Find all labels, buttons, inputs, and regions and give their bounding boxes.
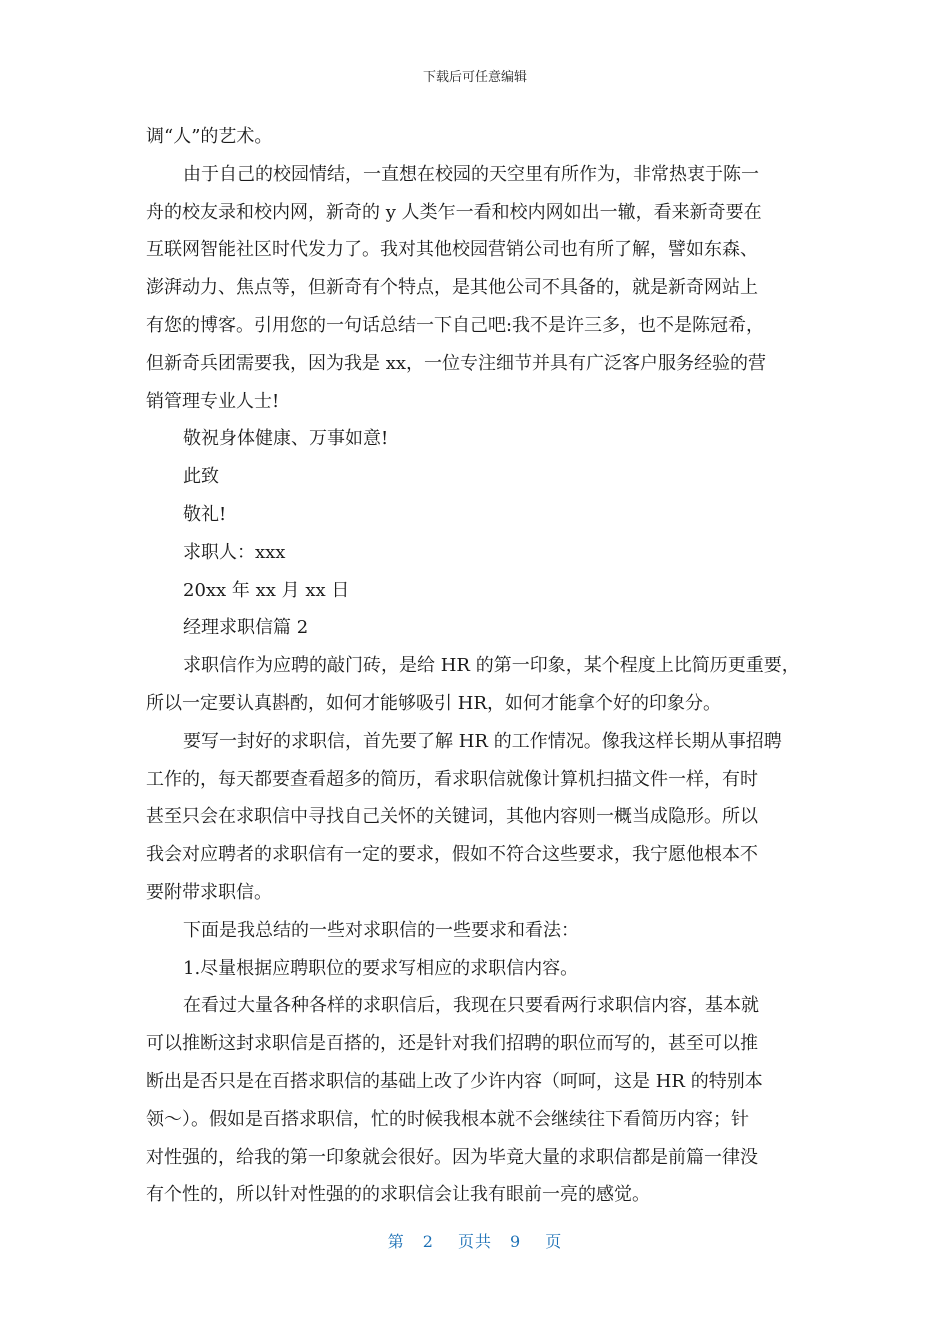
text-line: 经理求职信篇 2 — [183, 617, 309, 639]
text-line: 但新奇兵团需要我，因为我是 xx，一位专注细节并具有广泛客户服务经验的营 — [146, 352, 767, 374]
text-line: 20xx 年 xx 月 xx 日 — [183, 579, 350, 601]
text-line: 我会对应聘者的求职信有一定的要求，假如不符合这些要求，我宁愿他根本不 — [146, 844, 758, 866]
text-line: 敬礼! — [183, 503, 227, 525]
footer-total-pages: 9 — [510, 1232, 522, 1251]
text-line: 求职人：xxx — [183, 541, 286, 563]
text-line: 对性强的，给我的第一印象就会很好。因为毕竟大量的求职信都是前篇一律没 — [146, 1146, 758, 1168]
text-line: 澎湃动力、焦点等，但新奇有个特点，是其他公司不具备的，就是新奇网站上 — [146, 277, 758, 299]
text-line: 调“人”的艺术。 — [146, 126, 273, 147]
text-line: 有您的博客。引用您的一句话总结一下自己吧:我不是许三多，也不是陈冠希， — [146, 314, 765, 336]
text-line: 在看过大量各种各样的求职信后，我现在只要看两行求职信内容，基本就 — [183, 995, 759, 1017]
text-line: 下面是我总结的一些对求职信的一些要求和看法： — [183, 919, 579, 941]
text-line: 断出是否只是在百搭求职信的基础上改了少许内容（呵呵，这是 HR 的特别本 — [146, 1070, 763, 1092]
footer-prefix: 第 — [387, 1232, 405, 1251]
text-line: 要写一封好的求职信，首先要了解 HR 的工作情况。像我这样长期从事招聘 — [183, 730, 782, 752]
text-line: 敬祝身体健康、万事如意! — [183, 428, 389, 450]
page-header: 下载后可任意编辑 — [422, 70, 527, 85]
text-line: 可以推断这封求职信是百搭的，还是针对我们招聘的职位而写的，甚至可以推 — [146, 1033, 758, 1055]
text-line: 销管理专业人士! — [146, 390, 280, 412]
text-line: 互联网智能社区时代发力了。我对其他校园营销公司也有所了解，譬如东森、 — [146, 239, 758, 261]
text-line: 此致 — [183, 466, 219, 488]
text-line: 1.尽量根据应聘职位的要求写相应的求职信内容。 — [183, 957, 579, 979]
text-line: 由于自己的校园情结，一直想在校园的天空里有所作为，非常热衷于陈一 — [183, 163, 759, 185]
text-line: 舟的校友录和校内网，新奇的 y 人类乍一看和校内网如出一辙，看来新奇要在 — [146, 201, 762, 223]
text-line: 领～）。假如是百搭求职信，忙的时候我根本就不会继续往下看简历内容；针 — [146, 1108, 749, 1130]
text-line: 要附带求职信。 — [146, 881, 272, 903]
footer-suffix: 页 — [545, 1232, 563, 1251]
footer-middle: 页共 — [457, 1232, 492, 1251]
text-line: 有个性的，所以针对性强的的求职信会让我有眼前一亮的感觉。 — [146, 1184, 650, 1206]
text-line: 所以一定要认真斟酌，如何才能够吸引 HR，如何才能拿个好的印象分。 — [146, 692, 721, 714]
document-body — [146, 118, 818, 1214]
page-footer — [0, 1229, 950, 1252]
text-line: 求职信作为应聘的敲门砖，是给 HR 的第一印象，某个程度上比简历更重要， — [183, 655, 800, 677]
text-line: 甚至只会在求职信中寻找自己关怀的关键词，其他内容则一概当成隐形。所以 — [146, 806, 758, 828]
footer-page-number: 2 — [422, 1232, 434, 1251]
text-line: 工作的，每天都要查看超多的简历，看求职信就像计算机扫描文件一样，有时 — [146, 768, 758, 790]
